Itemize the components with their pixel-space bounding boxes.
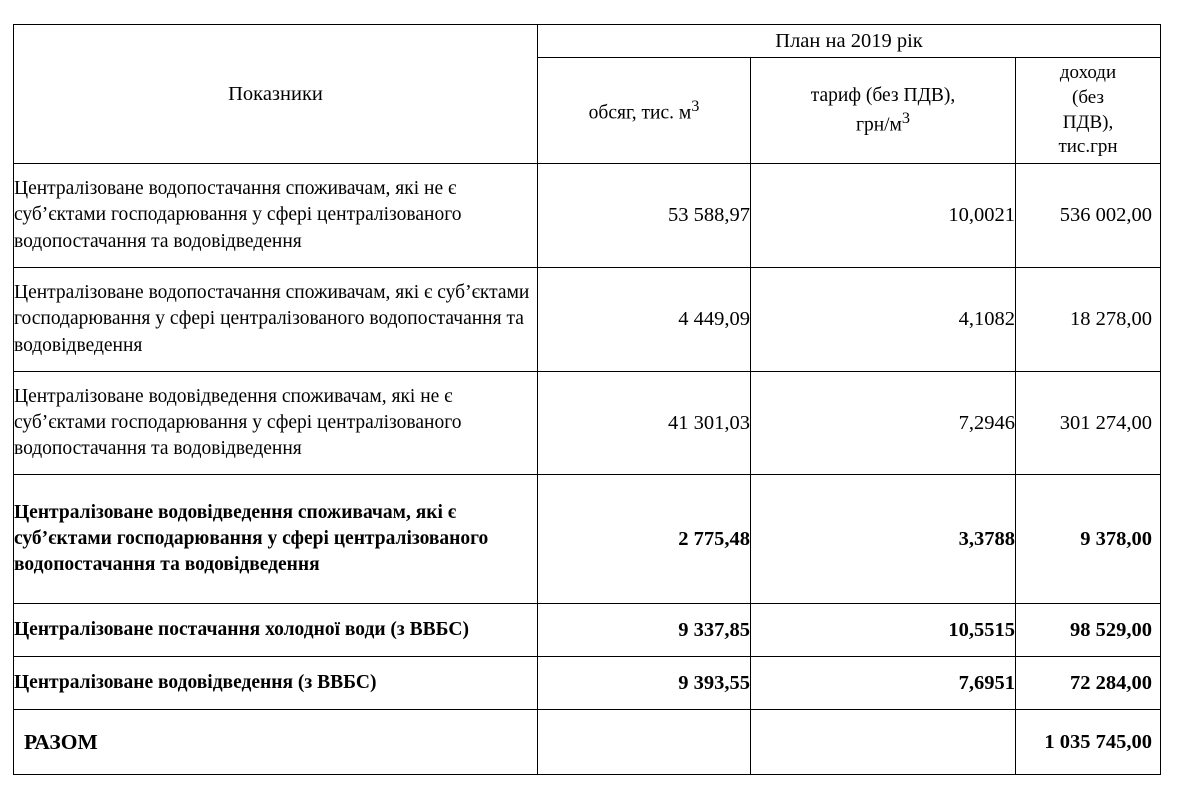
header-tariff-exponent: 3: [901, 109, 911, 128]
row-income: 9 378,00: [1016, 475, 1161, 604]
table-header: [14, 25, 1161, 164]
table-row: [14, 475, 1161, 604]
row-tariff: 10,0021: [751, 164, 1016, 268]
table-row: [14, 604, 1161, 657]
row-income: 18 278,00: [1016, 268, 1161, 372]
row-tariff: [751, 710, 1016, 775]
row-income: 536 002,00: [1016, 164, 1161, 268]
header-row-group: [14, 25, 1161, 58]
header-volume: [538, 58, 751, 164]
row-volume: 4 449,09: [538, 268, 751, 372]
row-tariff: 7,6951: [751, 657, 1016, 710]
table-row: [14, 164, 1161, 268]
tariff-plan-table: [13, 24, 1161, 775]
row-indicator: РАЗОМ: [14, 710, 538, 775]
table-row: [14, 372, 1161, 475]
row-tariff: 10,5515: [751, 604, 1016, 657]
header-income-line4: тис.грн: [1058, 136, 1118, 158]
row-indicator: Централізоване водопостачання споживачам, які не є суб’єктами господарювання у сфері централізованого водопостачання та водовідведення: [14, 164, 538, 268]
header-indicator: Показники: [14, 25, 538, 164]
row-volume: 53 588,97: [538, 164, 751, 268]
table-row-total: [14, 710, 1161, 775]
row-volume: 2 775,48: [538, 475, 751, 604]
header-volume-exponent: 3: [691, 96, 700, 115]
row-volume: 41 301,03: [538, 372, 751, 475]
row-income: 1 035 745,00: [1016, 710, 1161, 775]
row-volume: [538, 710, 751, 775]
row-tariff: 7,2946: [751, 372, 1016, 475]
row-volume: 9 393,55: [538, 657, 751, 710]
header-tariff: [751, 58, 1016, 164]
row-income: 301 274,00: [1016, 372, 1161, 475]
header-plan-2019: План на 2019 рік: [538, 25, 1161, 58]
table-body: [14, 164, 1161, 775]
row-volume: 9 337,85: [538, 604, 751, 657]
table-row: [14, 657, 1161, 710]
header-income-line1: доходи: [1059, 62, 1117, 84]
row-indicator: Централізоване постачання холодної води (з ВВБС): [14, 604, 538, 657]
row-income: 98 529,00: [1016, 604, 1161, 657]
header-income-line2: (без: [1072, 86, 1104, 108]
row-tariff: 3,3788: [751, 475, 1016, 604]
row-indicator: Централізоване водовідведення споживачам, які є суб’єктами господарювання у сфері централізованого водопостачання та водовідведення: [14, 475, 538, 604]
row-indicator: Централізоване водовідведення споживачам, які не є суб’єктами господарювання у сфері централізованого водопостачання та водовідведення: [14, 372, 538, 475]
table-row: [14, 268, 1161, 372]
row-tariff: 4,1082: [751, 268, 1016, 372]
header-tariff-line2: грн/м: [855, 114, 902, 136]
row-income: 72 284,00: [1016, 657, 1161, 710]
row-indicator: Централізоване водовідведення (з ВВБС): [14, 657, 538, 710]
header-tariff-line1: тариф (без ПДВ),: [810, 84, 956, 106]
header-income-line3: ПДВ),: [1062, 111, 1114, 133]
row-indicator: Централізоване водопостачання споживачам, які є суб’єктами господарювання у сфері централізованого водопостачання та водовідведення: [14, 268, 538, 372]
header-volume-text: обсяг, тис. м: [588, 102, 692, 124]
header-income: [1016, 58, 1161, 164]
